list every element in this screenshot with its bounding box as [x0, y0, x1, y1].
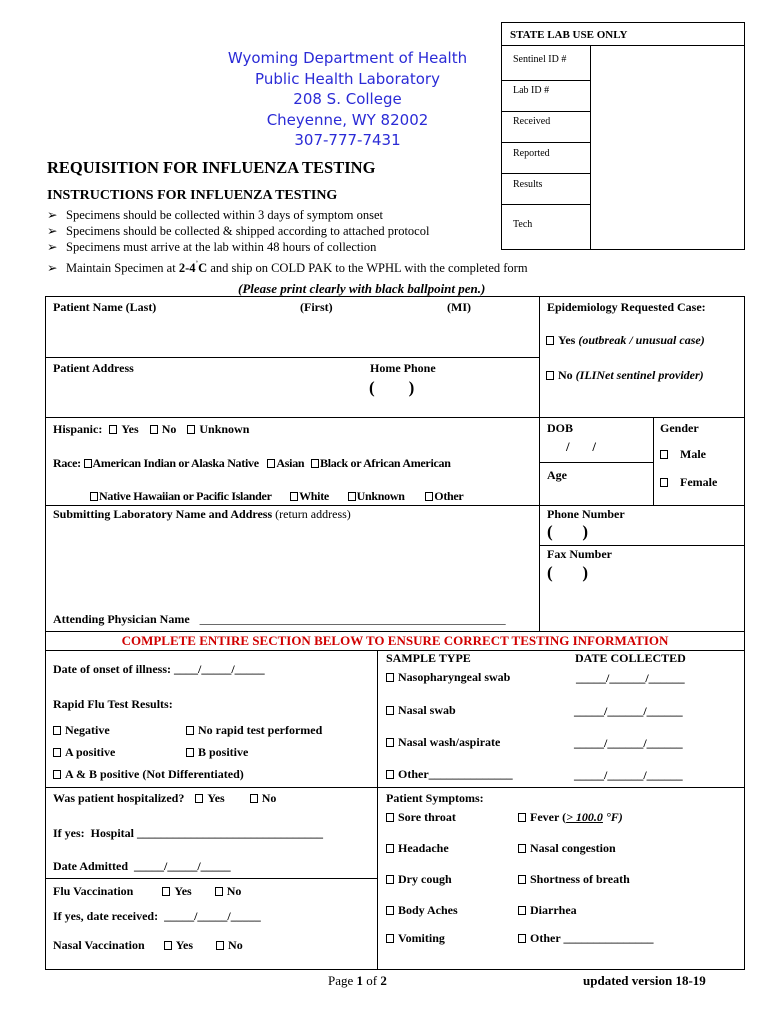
rapid-none-option[interactable]: No rapid test performed	[186, 723, 322, 738]
patient-name-last-label: Patient Name (Last)	[53, 300, 157, 314]
print-note: (Please print clearly with black ballpoint pen.)	[238, 281, 486, 296]
patient-address-label: Patient Address	[53, 361, 134, 375]
symptom-shortness-of-breath[interactable]: Shortness of breath	[518, 872, 630, 887]
checkbox-icon[interactable]	[386, 844, 394, 853]
checkbox-icon[interactable]	[250, 794, 258, 803]
sample-date-input[interactable]: _____/______/______	[574, 736, 683, 750]
results-label: Results	[513, 179, 543, 190]
submitting-lab-label: Submitting Laboratory Name and Address (return address)	[53, 507, 351, 521]
checkbox-icon[interactable]	[53, 770, 61, 779]
checkbox-icon[interactable]	[187, 425, 195, 434]
sample-nasal-swab-option[interactable]: Nasal swab	[386, 703, 456, 718]
checkbox-icon[interactable]	[518, 934, 526, 943]
gender-label: Gender	[660, 421, 699, 435]
tech-label: Tech	[513, 219, 533, 230]
symptom-other[interactable]: Other _______________	[518, 931, 653, 946]
instruction-item: ➢ Specimens should be collected within 3 days of symptom onset	[47, 208, 383, 222]
arrow-bullet-icon: ➢	[47, 261, 58, 275]
checkbox-icon[interactable]	[53, 726, 61, 735]
checkbox-icon[interactable]	[290, 492, 298, 501]
checkbox-icon[interactable]	[386, 738, 394, 747]
symptom-body-aches[interactable]: Body Aches	[386, 903, 458, 918]
checkbox-icon[interactable]	[660, 450, 668, 459]
onset-date-input[interactable]: ____/_____/_____	[173, 662, 265, 676]
gender-female-option[interactable]: Female	[660, 475, 717, 490]
checkbox-icon[interactable]	[164, 941, 172, 950]
header-line-2: Public Health Laboratory	[255, 69, 440, 88]
arrow-bullet-icon: ➢	[47, 208, 58, 222]
checkbox-icon[interactable]	[518, 844, 526, 853]
race-row-2: Native Hawaiian or Pacific Islander White Unknown Other	[90, 489, 463, 504]
checkbox-icon[interactable]	[386, 673, 394, 682]
checkbox-icon[interactable]	[518, 875, 526, 884]
checkbox-icon[interactable]	[425, 492, 433, 501]
sample-date-input[interactable]: _____/______/______	[576, 671, 685, 685]
dob-input[interactable]: / /	[566, 439, 596, 454]
checkbox-icon[interactable]	[267, 459, 275, 468]
sample-type-header: SAMPLE TYPE	[386, 651, 471, 665]
instruction-item: ➢ Specimens should be collected & shipped according to attached protocol	[47, 224, 430, 238]
age-label: Age	[547, 468, 567, 482]
rapid-b-positive-option[interactable]: B positive	[186, 745, 248, 760]
vaccination-date-input[interactable]: If yes, date received: _____/_____/_____	[53, 909, 261, 923]
form-title: REQUISITION FOR INFLUENZA TESTING	[47, 158, 376, 177]
sample-nasopharyngeal-option[interactable]: Nasopharyngeal swab	[386, 670, 510, 685]
dob-label: DOB	[547, 421, 574, 435]
instructions-list	[47, 207, 528, 273]
page-number: Page 1 of 2	[328, 973, 387, 988]
instruction-item: ➢ Specimens must arrive at the lab within 48 hours of collection	[47, 240, 377, 254]
checkbox-icon[interactable]	[386, 706, 394, 715]
date-admitted-input[interactable]: Date Admitted _____/_____/_____	[53, 859, 231, 873]
rapid-ab-positive-option[interactable]: A & B positive (Not Differentiated)	[53, 767, 244, 782]
rapid-a-positive-option[interactable]: A positive	[53, 745, 115, 760]
phone-number-label: Phone Number	[547, 507, 625, 521]
patient-name-mi-label: (MI)	[447, 300, 471, 314]
checkbox-icon[interactable]	[386, 934, 394, 943]
symptom-fever[interactable]: Fever (> 100.0 °F)	[518, 810, 623, 825]
reported-label: Reported	[513, 148, 550, 159]
rapid-test-label: Rapid Flu Test Results:	[53, 697, 173, 711]
checkbox-icon[interactable]	[216, 941, 224, 950]
checkbox-icon[interactable]	[518, 813, 526, 822]
hispanic-row: Hispanic: Yes No Unknown	[53, 422, 250, 436]
fax-area-code[interactable]: ( )	[547, 563, 589, 582]
symptom-vomiting[interactable]: Vomiting	[386, 931, 445, 946]
sample-date-input[interactable]: _____/______/______	[574, 768, 683, 782]
sentinel-id-label: Sentinel ID #	[513, 54, 567, 65]
checkbox-icon[interactable]	[348, 492, 356, 501]
checkbox-icon[interactable]	[186, 726, 194, 735]
flu-vaccination-row: Flu Vaccination Yes No	[53, 884, 242, 898]
checkbox-icon[interactable]	[90, 492, 98, 501]
checkbox-icon[interactable]	[386, 770, 394, 779]
header-line-1: Wyoming Department of Health	[227, 49, 468, 67]
state-lab-title: STATE LAB USE ONLY	[510, 29, 628, 41]
epi-requested-label: Epidemiology Requested Case:	[547, 300, 706, 314]
symptoms-label: Patient Symptoms:	[386, 791, 484, 805]
phone-area-code[interactable]: ( )	[547, 522, 589, 541]
physician-input[interactable]: ___________________________________________________	[199, 612, 506, 626]
version-label: updated version 18-19	[583, 973, 706, 988]
checkbox-icon[interactable]	[150, 425, 158, 434]
checkbox-icon[interactable]	[546, 336, 554, 345]
checkbox-icon[interactable]	[311, 459, 319, 468]
race-row-1: Race: American Indian or Alaska Native Asian Black or African American	[53, 456, 451, 470]
home-phone-label: Home Phone	[370, 361, 436, 375]
header-line-4: Cheyenne, WY 82002	[266, 110, 429, 129]
symptom-nasal-congestion[interactable]: Nasal congestion	[518, 841, 616, 856]
fax-number-label: Fax Number	[547, 547, 612, 561]
lab-id-label: Lab ID #	[513, 85, 550, 96]
checkbox-icon[interactable]	[162, 887, 170, 896]
rapid-negative-option[interactable]: Negative	[53, 723, 110, 738]
checkbox-icon[interactable]	[186, 748, 194, 757]
patient-name-first-label: (First)	[300, 300, 333, 314]
checkbox-icon[interactable]	[386, 813, 394, 822]
onset-row: Date of onset of illness: ____/_____/_____	[53, 662, 265, 676]
symptom-dry-cough[interactable]: Dry cough	[386, 872, 452, 887]
received-label: Received	[513, 116, 551, 127]
header-line-5: 307-777-7431	[294, 131, 401, 149]
checkbox-icon[interactable]	[518, 906, 526, 915]
symptom-sore-throat[interactable]: Sore throat	[386, 810, 456, 825]
gender-male-option[interactable]: Male	[660, 447, 706, 462]
sample-nasal-wash-option[interactable]: Nasal wash/aspirate	[386, 735, 500, 750]
epi-no-option[interactable]: No (ILINet sentinel provider)	[546, 368, 704, 383]
checkbox-icon[interactable]	[215, 887, 223, 896]
home-phone-area-code[interactable]: ( )	[369, 378, 415, 397]
checkbox-icon[interactable]	[660, 478, 668, 487]
patient-name-input[interactable]	[50, 316, 535, 354]
hospital-name-input[interactable]: If yes: Hospital _______________________________	[53, 826, 323, 840]
hospitalized-row: Was patient hospitalized? Yes No	[53, 791, 277, 805]
complete-section-banner: COMPLETE ENTIRE SECTION BELOW TO ENSURE CORRECT TESTING INFORMATION	[121, 633, 669, 648]
instructions-heading: INSTRUCTIONS FOR INFLUENZA TESTING	[47, 188, 338, 203]
checkbox-icon[interactable]	[546, 371, 554, 380]
symptom-diarrhea[interactable]: Diarrhea	[518, 903, 577, 918]
sample-date-input[interactable]: _____/______/______	[574, 704, 683, 718]
checkbox-icon[interactable]	[386, 875, 394, 884]
attending-physician-row: Attending Physician Name ___________________________________________________	[53, 612, 506, 626]
symptom-headache[interactable]: Headache	[386, 841, 449, 856]
arrow-bullet-icon: ➢	[47, 224, 58, 238]
checkbox-icon[interactable]	[386, 906, 394, 915]
checkbox-icon[interactable]	[84, 459, 92, 468]
sample-other-option[interactable]: Other______________	[386, 767, 513, 782]
arrow-bullet-icon: ➢	[47, 240, 58, 254]
header-line-3: 208 S. College	[293, 90, 402, 108]
nasal-vaccination-row: Nasal Vaccination Yes No	[53, 938, 243, 952]
lab-address-block	[190, 48, 505, 151]
checkbox-icon[interactable]	[195, 794, 203, 803]
date-collected-header: DATE COLLECTED	[575, 651, 686, 665]
checkbox-icon[interactable]	[53, 748, 61, 757]
checkbox-icon[interactable]	[109, 425, 117, 434]
epi-yes-option[interactable]: Yes (outbreak / unusual case)	[546, 333, 705, 348]
instruction-item: ➢ Maintain Specimen at 2-4˚C and ship on COLD PAK to the WPHL with the completed form	[47, 260, 528, 275]
